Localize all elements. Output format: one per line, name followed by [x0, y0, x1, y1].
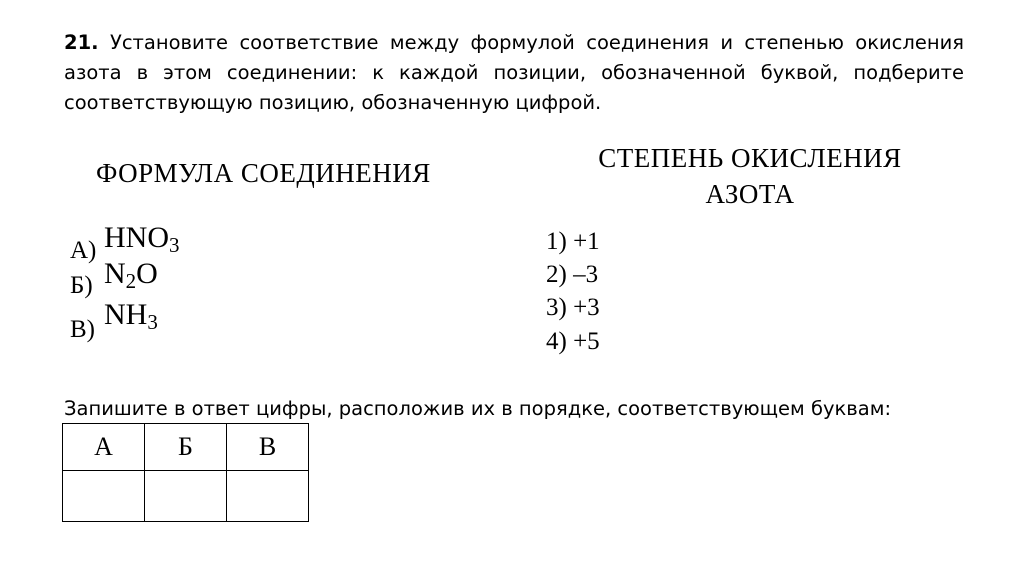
oxidation-header-line-2: АЗОТА	[705, 179, 795, 209]
answer-header-v: В	[227, 424, 309, 471]
answer-cell-v[interactable]	[227, 471, 309, 522]
answer-header-a: А	[63, 424, 145, 471]
answer-cell-b[interactable]	[145, 471, 227, 522]
option-3: 3) +3	[546, 294, 600, 321]
formula-hno3: $HNO_3$	[104, 221, 180, 257]
option-2: 2) –3	[546, 261, 599, 288]
oxidation-header-line-1: СТЕПЕНЬ ОКИСЛЕНИЯ	[598, 143, 902, 173]
formula-letter-b: Б)	[70, 272, 93, 299]
question-number: 21.	[64, 31, 99, 54]
answer-instruction: Запишите в ответ цифры, расположив их в порядке, соответствующем буквам:	[64, 397, 892, 420]
answer-table	[62, 423, 309, 522]
formula-n2o: $N_2O$	[104, 257, 158, 293]
oxidation-state-column-header	[560, 140, 940, 212]
question-text	[64, 28, 964, 118]
question-body: Установите соответствие между формулой соединения и степенью окисления азота в этом соединении: к каждой позиции, обозначенной буквой, подберите соответствующую позицию, обозначенную цифрой.	[64, 31, 964, 114]
formula-letter-v: В)	[70, 316, 95, 343]
answer-header-b: Б	[145, 424, 227, 471]
formula-column-header: ФОРМУЛА СОЕДИНЕНИЯ	[96, 158, 431, 188]
formula-nh3: $NH_3$	[104, 298, 158, 334]
answer-cell-a[interactable]	[63, 471, 145, 522]
formula-letter-a: А)	[70, 237, 97, 264]
option-4: 4) +5	[546, 328, 600, 355]
option-1: 1) +1	[546, 228, 600, 255]
